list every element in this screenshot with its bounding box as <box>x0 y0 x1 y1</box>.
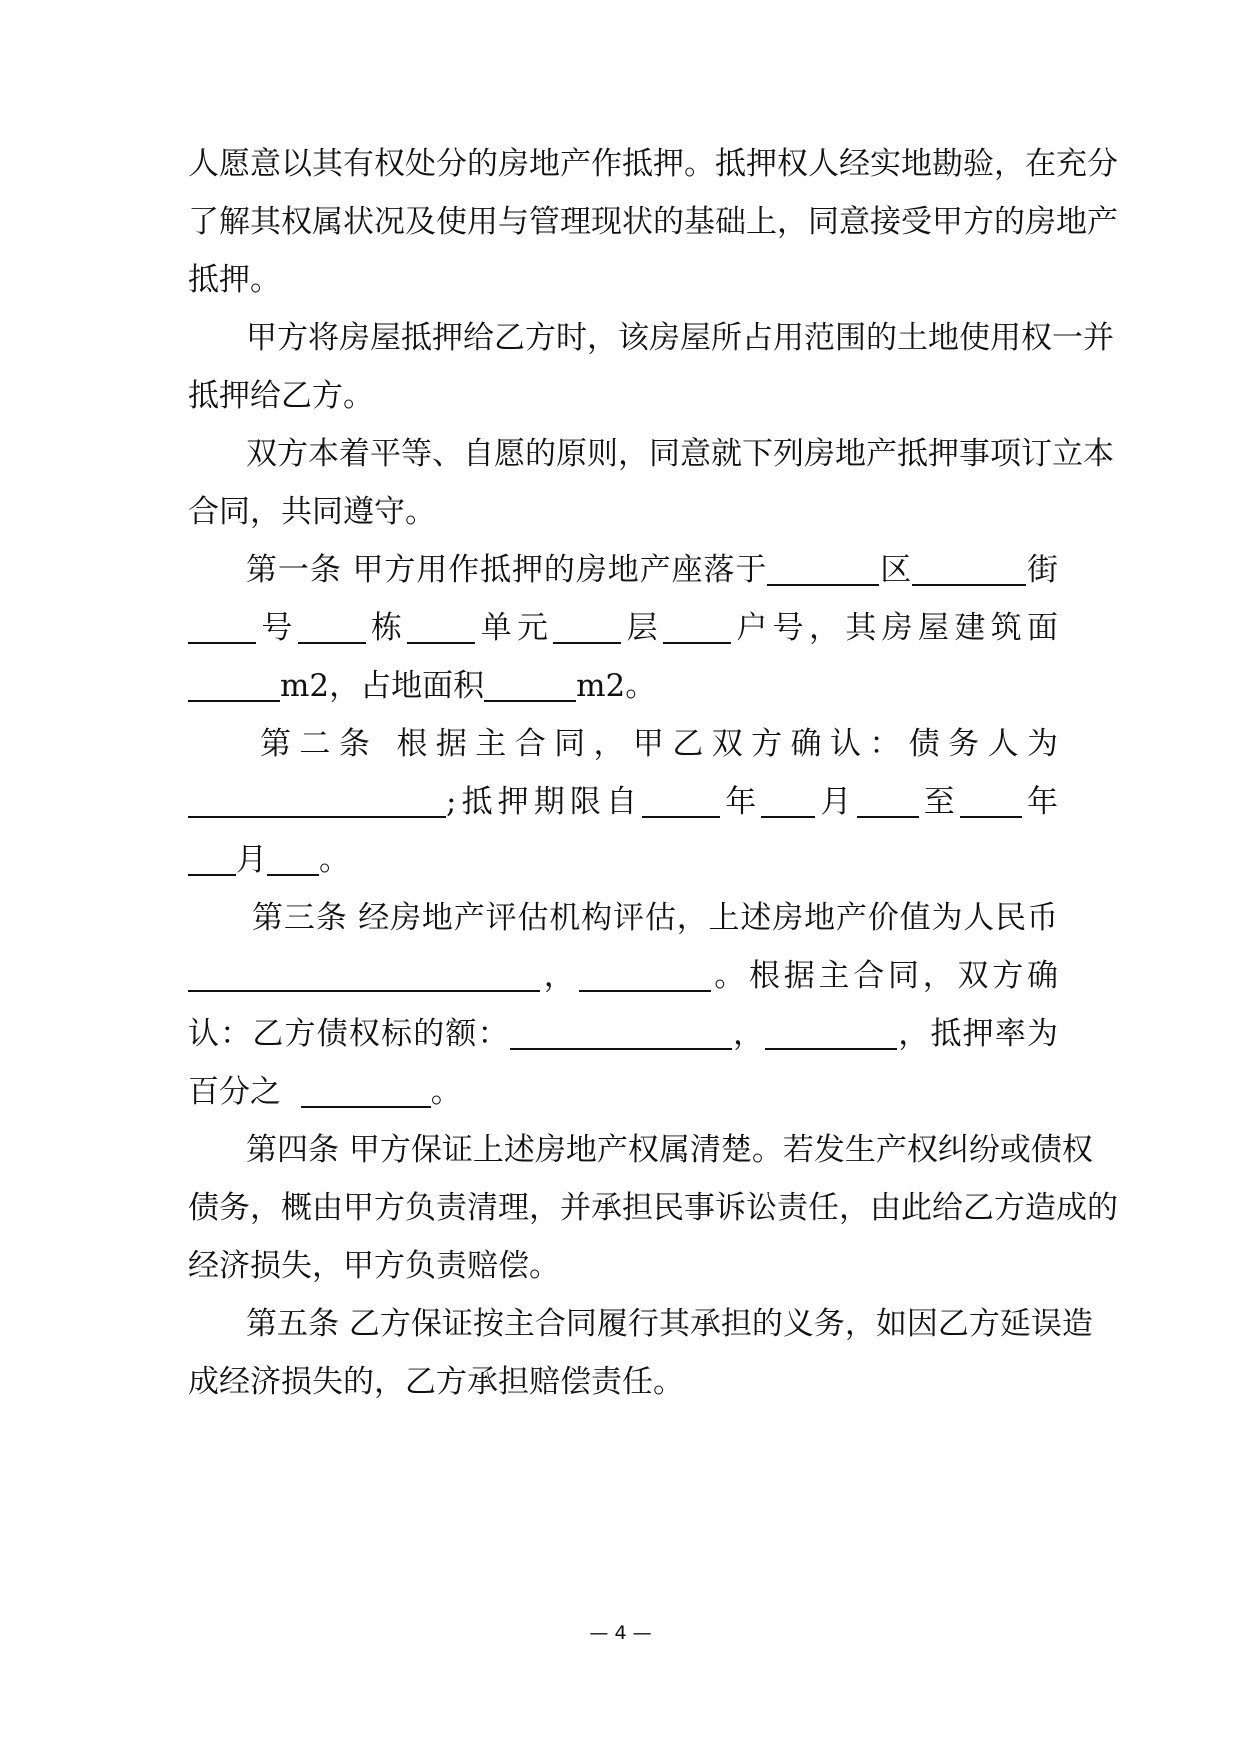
article-2-text: 。 <box>319 842 350 878</box>
article-3-text: ， <box>540 958 579 994</box>
article-3-line-2 <box>188 944 1058 1008</box>
blank-value-figures[interactable] <box>579 954 711 992</box>
article-1-line-1 <box>246 538 1058 602</box>
article-2-text: ;抵押期限自 <box>446 784 643 820</box>
article-2-text: 月 <box>236 842 267 878</box>
article-1-text: 区 <box>879 552 913 588</box>
article-1-text: 栋 <box>365 610 408 646</box>
blank-end-month[interactable] <box>188 838 236 876</box>
blank-end-day[interactable] <box>267 838 319 876</box>
article-5-line: 第五条 乙方保证按主合同履行其承担的义务，如因乙方延误造 <box>246 1306 1093 1342</box>
blank-debtor[interactable] <box>188 780 446 818</box>
blank-mortgage-rate[interactable] <box>301 1070 431 1108</box>
article-1-line-3 <box>188 654 1058 718</box>
blank-building-area[interactable] <box>188 664 280 702</box>
article-2-text: 月 <box>815 784 857 820</box>
article-3-text: 。 <box>430 1074 462 1110</box>
paragraph-line: 甲方将房屋抵押给乙方时，该房屋所占用范围的土地使用权一并 <box>246 320 1114 356</box>
article-1-text: m2。 <box>576 668 657 704</box>
article-1-text: 单元 <box>475 610 554 646</box>
paragraph-line: 合同，共同遵守。 <box>188 494 436 530</box>
blank-start-day[interactable] <box>857 780 919 818</box>
blank-street[interactable] <box>912 548 1026 586</box>
article-4-line: 债务，概由甲方负责清理，并承担民事诉讼责任，由此给乙方造成的 <box>188 1190 1118 1226</box>
article-5-line: 成经济损失的，乙方承担赔偿责任。 <box>188 1364 684 1400</box>
article-3-text: ，抵押率为 <box>897 1016 1059 1052</box>
article-3-text: 。根据主合同，双方确 <box>710 958 1058 994</box>
blank-claim-amount-figures[interactable] <box>765 1012 897 1050</box>
blank-unit[interactable] <box>407 606 475 644</box>
blank-building[interactable] <box>298 606 366 644</box>
article-2-line-1: 第二条 根据主合同，甲乙双方确认：债务人为 <box>260 726 1058 762</box>
article-3-line-3 <box>188 1002 1058 1066</box>
blank-number[interactable] <box>188 606 256 644</box>
blank-household[interactable] <box>663 606 731 644</box>
article-1-line-2 <box>188 596 1058 660</box>
paragraph-line: 人愿意以其有权处分的房地产作抵押。抵押权人经实地勘验，在充分 <box>188 146 1118 182</box>
blank-start-month[interactable] <box>761 780 815 818</box>
article-1-text: 第一条 甲方用作抵押的房地产座落于 <box>246 552 768 588</box>
article-2-text: 年 <box>1021 784 1059 820</box>
article-2-line-3 <box>188 828 1058 892</box>
blank-district[interactable] <box>767 548 879 586</box>
blank-floor[interactable] <box>553 606 621 644</box>
article-1-text: m2，占地面积 <box>280 668 485 704</box>
blank-value-words[interactable] <box>188 954 540 992</box>
article-1-text: 户号，其房屋建筑面 <box>731 610 1059 646</box>
article-3-text: 认：乙方债权标的额： <box>188 1016 510 1052</box>
blank-start-year[interactable] <box>642 780 720 818</box>
article-3-text: ， <box>731 1016 766 1052</box>
blank-claim-amount-words[interactable] <box>510 1012 732 1050</box>
article-1-text: 号 <box>256 610 298 646</box>
article-2-text: 年 <box>720 784 762 820</box>
paragraph-line: 抵押给乙方。 <box>188 378 374 414</box>
article-3-text: 百分之 <box>188 1074 281 1110</box>
article-4-line: 第四条 甲方保证上述房地产权属清楚。若发生产权纠纷或债权 <box>246 1132 1093 1168</box>
article-3-line-4 <box>188 1060 1058 1124</box>
article-1-text: 层 <box>621 610 664 646</box>
paragraph-line: 抵押。 <box>188 262 281 298</box>
page-number: — 4 — <box>589 1622 652 1644</box>
article-2-text: 至 <box>918 784 960 820</box>
article-4-line: 经济损失，甲方负责赔偿。 <box>188 1248 560 1284</box>
blank-land-area[interactable] <box>484 664 576 702</box>
article-1-text: 街 <box>1026 552 1059 588</box>
paragraph-line: 了解其权属状况及使用与管理现状的基础上，同意接受甲方的房地产 <box>188 204 1118 240</box>
blank-end-year[interactable] <box>960 780 1022 818</box>
article-2-line-2 <box>188 770 1058 834</box>
article-3-line-1: 第三条 经房地产评估机构评估，上述房地产价值为人民币 <box>252 900 1058 936</box>
paragraph-line: 双方本着平等、自愿的原则，同意就下列房地产抵押事项订立本 <box>246 436 1114 472</box>
